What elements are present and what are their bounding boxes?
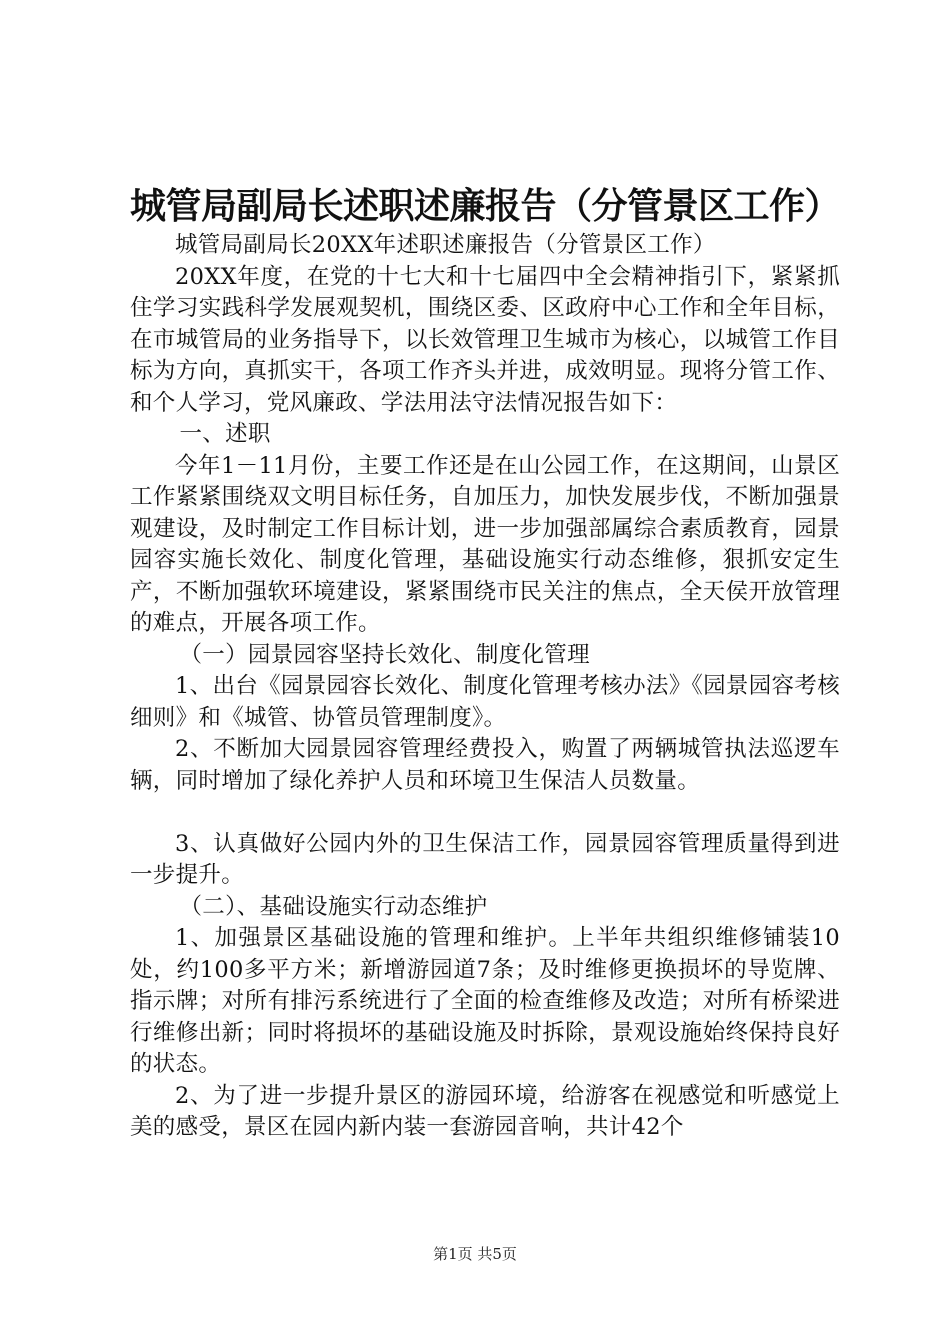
subsection-heading: （二）、基础设施实行动态维护 [179,893,488,920]
report-subtitle: 城管局副局长20XX年述职述廉报告（分管景区工作） [175,232,716,258]
list-item: 2、为了进一步提升景区的游园环境，给游客在视感觉和听感觉上美的感受，景区在园内新内装一套游园音响，共计42个 [130,1082,840,1140]
document-body [130,230,840,1144]
document-title: 城管局副局长述职述廉报告（分管景区工作） [130,185,841,227]
body-paragraph: 今年1－11月份，主要工作还是在山公园工作，在这期间，山景区工作紧紧围绕双文明目标任务，自加压力，加快发展步伐，不断加强景观建设，及时制定工作目标计划，进一步加强部属综合素质教育，园景园容实施长效化、制度化管理，基础设施实行动态维修，狠抓安定生产，不断加强软环境建设，紧紧围绕市民关注的焦点，全天侯开放管理的难点，开展各项工作。 [130,452,840,636]
list-item: 2、不断加大园景园容管理经费投入，购置了两辆城管执法巡逻车辆，同时增加了绿化养护人员和环境卫生保洁人员数量。 [130,736,840,794]
intro-paragraph: 20XX年度，在党的十七大和十七届四中全会精神指引下，紧紧抓住学习实践科学发展观契机，围绕区委、区政府中心工作和全年目标，在市城管局的业务指导下，以长效管理卫生城市为核心，以城管工作目标为方向，真抓实干，各项工作齐头并进，成效明显。现将分管工作、和个人学习，党风廉政、学法用法守法情况报告如下： [130,263,840,416]
page-number: 第1页 共5页 [433,1245,517,1263]
list-item: 3、认真做好公园内外的卫生保洁工作，园景园容管理质量得到进一步提升。 [130,830,840,888]
list-item: 1、出台《园景园容长效化、制度化管理考核办法》《园景园容考核细则》和《城管、协管员管理制度》。 [130,673,840,731]
section-heading: 一、述职 [179,421,271,447]
subsection-heading: （一）园景园容坚持长效化、制度化管理 [179,641,590,668]
list-item: 1、加强景区基础设施的管理和维护。上半年共组织维修铺装10处，约100多平方米；新增游园道7条；及时维修更换损坏的导览牌、指示牌；对所有排污系统进行了全面的检查维修及改造；对所有桥梁进行维修出新；同时将损坏的基础设施及时拆除，景观设施始终保持良好的状态。 [130,925,840,1077]
